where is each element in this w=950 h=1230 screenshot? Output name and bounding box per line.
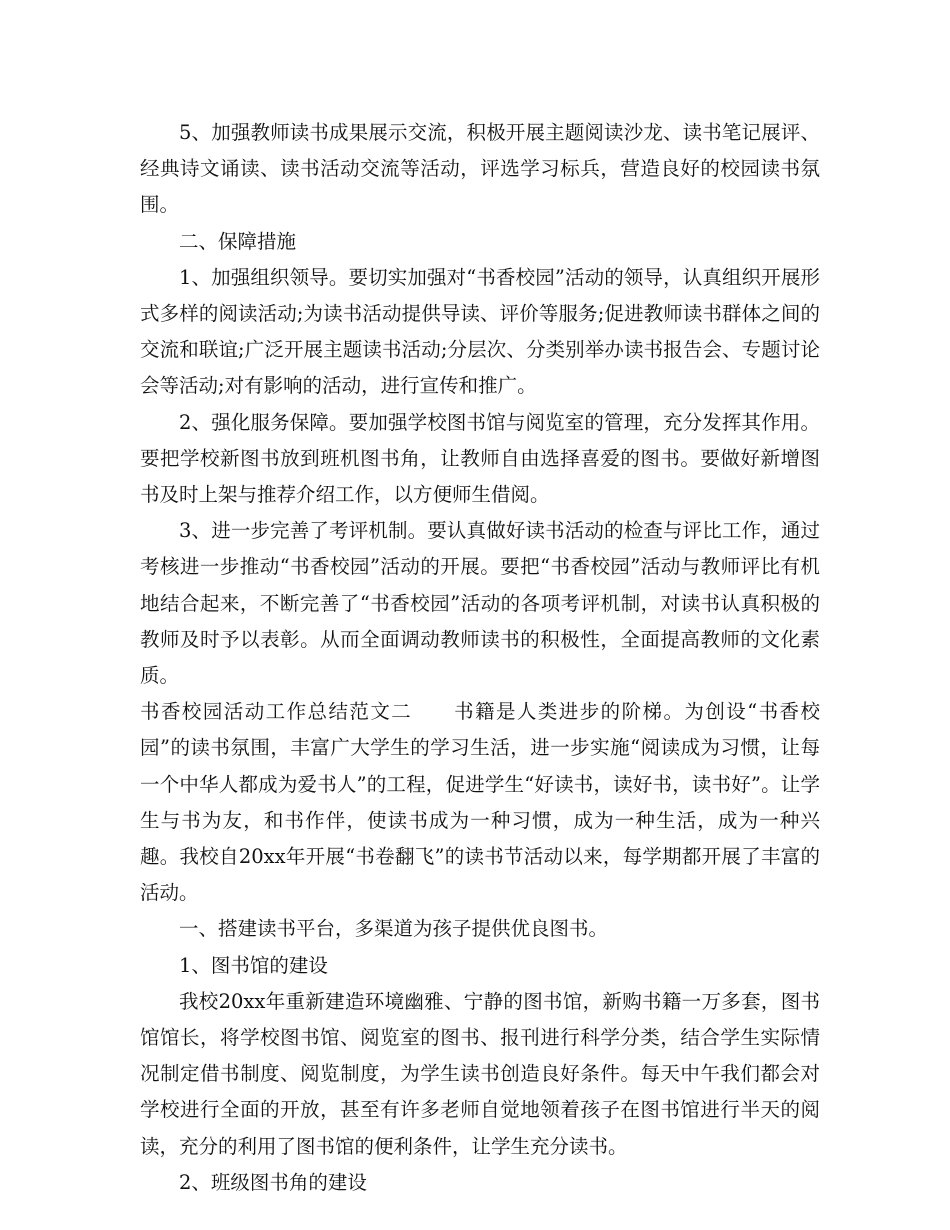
heading-class-book-corner: 2、班级图书角的建设 <box>179 1170 367 1194</box>
paragraph-evaluation-mechanism: 3、进一步完善了考评机制。要认真做好读书活动的检查与评比工作，通过考核进一步推动“书香校园”活动的开展。要把“书香校园”活动与教师评比有机地结合起来，不断完善了“书香校园”活动的各项考评机制，对读书认真积极的教师及时予以表彰。从而全面调动教师读书的积极性，全面提高教师的文化素质。 <box>140 519 820 688</box>
heading-safeguard-measures: 二、保障措施 <box>179 229 297 253</box>
paragraph-summary-sample-two: 书香校园活动工作总结范文二 书籍是人类进步的阶梯。为创设“书香校园”的读书氛围，丰富广大学生的学习生活，进一步实施“阅读成为习惯，让每一个中华人都成为爱书人”的工程，促进学生“好读书，读好书，读书好”。让学生与书为友，和书作伴，使读书成为一种习惯，成为一种生活，成为一种兴趣。我校自20xx年开展“书卷翻飞”的读书节活动以来，每学期都开展了丰富的活动。 <box>140 700 820 905</box>
heading-library-construction: 1、图书馆的建设 <box>179 953 328 977</box>
paragraph-organization-leadership: 1、加强组织领导。要切实加强对“书香校园”活动的领导，认真组织开展形式多样的阅读活动;为读书活动提供导读、评价等服务;促进教师读书群体之间的交流和联谊;广泛开展主题读书活动;分层次、分类别举办读书报告会、专题讨论会等活动;对有影响的活动，进行宣传和推广。 <box>140 265 820 398</box>
heading-reading-platform: 一、搭建读书平台，多渠道为孩子提供优良图书。 <box>179 917 609 941</box>
paragraph-service-support: 2、强化服务保障。要加强学校图书馆与阅览室的管理，充分发挥其作用。要把学校新图书放到班机图书角，让教师自由选择喜爱的图书。要做好新增图书及时上架与推荐介绍工作，以方便师生借阅。 <box>140 410 820 507</box>
paragraph-exchange-activities: 5、加强教师读书成果展示交流，积极开展主题阅读沙龙、读书笔记展评、经典诗文诵读、读书活动交流等活动，评选学习标兵，营造良好的校园读书氛围。 <box>140 121 820 217</box>
document-body <box>140 115 820 1201</box>
paragraph-library-details: 我校20xx年重新建造环境幽雅、宁静的图书馆，新购书籍一万多套，图书馆馆长，将学校图书馆、阅览室的图书、报刊进行科学分类，结合学生实际情况制定借书制度、阅览制度，为学生读书创造良好条件。每天中午我们都会对学校进行全面的开放，甚至有许多老师自觉地领着孩子在图书馆进行半天的阅读，充分的利用了图书馆的便利条件，让学生充分读书。 <box>140 989 820 1158</box>
